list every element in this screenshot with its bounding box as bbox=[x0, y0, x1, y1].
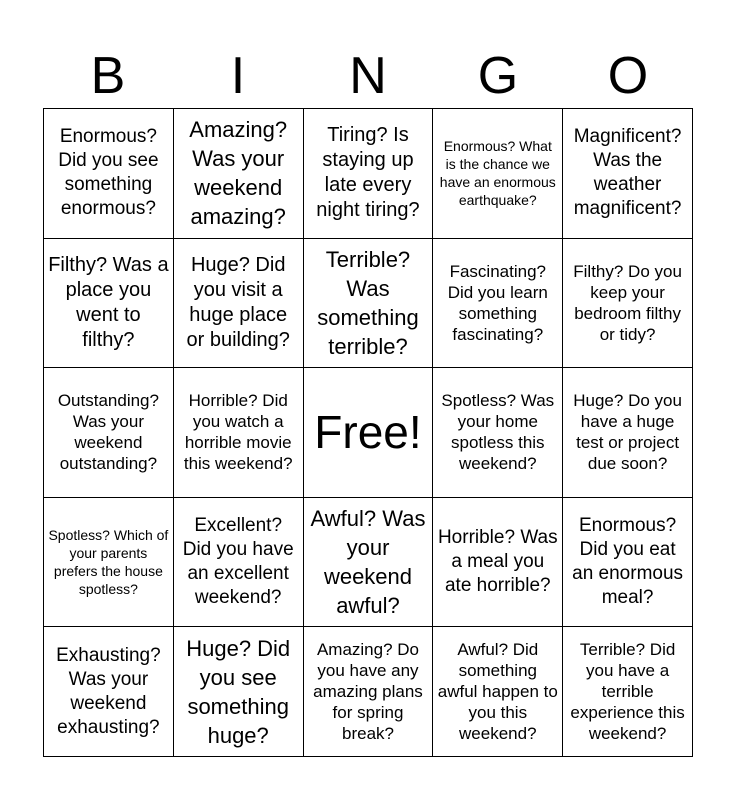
bingo-cell[interactable] bbox=[174, 239, 304, 369]
cell-text: Horrible? Did you watch a horrible movie this weekend? bbox=[183, 391, 293, 474]
cell-text: Amazing? Was your weekend amazing? bbox=[189, 117, 288, 230]
cell-text: Huge? Did you see something huge? bbox=[186, 635, 291, 748]
bingo-board bbox=[43, 108, 693, 757]
bingo-cell[interactable] bbox=[563, 498, 693, 628]
cell-text: Terrible? Did you have a terrible experience this weekend? bbox=[570, 640, 685, 744]
bingo-cell[interactable] bbox=[304, 239, 434, 369]
bingo-cell[interactable] bbox=[174, 109, 304, 239]
cell-text: Huge? Do you have a huge test or project due soon? bbox=[573, 391, 682, 474]
cell-text: Horrible? Was a meal you ate horrible? bbox=[437, 527, 558, 597]
cell-text: Spotless? Was your home spotless this weekend? bbox=[441, 391, 555, 474]
free-space-cell[interactable] bbox=[304, 368, 434, 498]
header-letter-i: I bbox=[230, 47, 246, 105]
header-letter-g: G bbox=[477, 47, 519, 105]
free-space-label: Free! bbox=[314, 406, 422, 459]
cell-text: Magnificent? Was the weather magnificent? bbox=[573, 126, 682, 220]
cell-text: Awful? Did something awful happen to you this weekend? bbox=[437, 640, 558, 744]
header-letter-o: O bbox=[607, 47, 649, 105]
cell-text: Outstanding? Was your weekend outstanding? bbox=[57, 391, 159, 474]
cell-text: Enormous? What is the chance we have an enormous earthquake? bbox=[439, 138, 556, 209]
cell-text: Filthy? Do you keep your bedroom filthy or tidy? bbox=[573, 261, 682, 344]
bingo-cell[interactable] bbox=[174, 368, 304, 498]
bingo-cell[interactable] bbox=[563, 239, 693, 369]
cell-text: Fascinating? Did you learn something fascinating? bbox=[447, 261, 548, 344]
bingo-header bbox=[43, 44, 693, 108]
cell-text: Enormous? Did you see something enormous? bbox=[58, 126, 159, 220]
bingo-cell[interactable] bbox=[44, 368, 174, 498]
cell-text: Tiring? Is staying up late every night tiring? bbox=[316, 124, 420, 222]
header-letter-b: B bbox=[90, 47, 126, 105]
bingo-cell[interactable] bbox=[174, 627, 304, 757]
cell-text: Spotless? Which of your parents prefers the house spotless? bbox=[48, 527, 169, 598]
bingo-cell[interactable] bbox=[304, 109, 434, 239]
header-letter-n: N bbox=[349, 47, 387, 105]
cell-text: Terrible? Was something terrible? bbox=[317, 246, 419, 359]
bingo-cell[interactable] bbox=[44, 109, 174, 239]
bingo-cell[interactable] bbox=[44, 239, 174, 369]
bingo-cell[interactable] bbox=[563, 627, 693, 757]
cell-text: Enormous? Did you eat an enormous meal? bbox=[572, 515, 684, 609]
bingo-cell[interactable] bbox=[304, 627, 434, 757]
cell-text: Exhausting? Was your weekend exhausting? bbox=[56, 644, 161, 738]
cell-text: Excellent? Did you have an excellent weekend? bbox=[182, 515, 294, 609]
bingo-cell[interactable] bbox=[44, 498, 174, 628]
bingo-cell[interactable] bbox=[433, 109, 563, 239]
bingo-cell[interactable] bbox=[304, 498, 434, 628]
cell-text: Huge? Did you visit a huge place or building? bbox=[186, 253, 290, 351]
cell-text: Filthy? Was a place you went to filthy? bbox=[48, 253, 169, 351]
bingo-cell[interactable] bbox=[44, 627, 174, 757]
bingo-cell[interactable] bbox=[433, 498, 563, 628]
bingo-cell[interactable] bbox=[563, 368, 693, 498]
bingo-cell[interactable] bbox=[433, 368, 563, 498]
bingo-cell[interactable] bbox=[433, 627, 563, 757]
cell-text: Amazing? Do you have any amazing plans for spring break? bbox=[313, 640, 423, 744]
bingo-cell[interactable] bbox=[174, 498, 304, 628]
bingo-cell[interactable] bbox=[433, 239, 563, 369]
cell-text: Awful? Was your weekend awful? bbox=[310, 506, 426, 619]
bingo-cell[interactable] bbox=[563, 109, 693, 239]
